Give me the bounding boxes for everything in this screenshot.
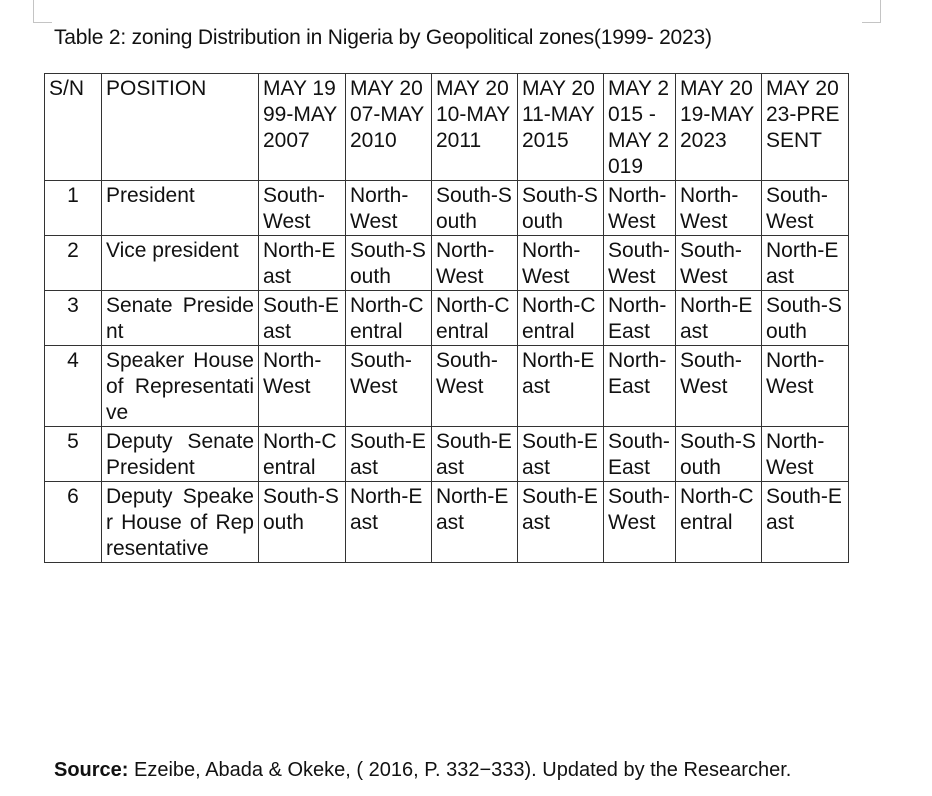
cell-zone: North-East	[432, 482, 518, 563]
cell-zone: North-Central	[518, 291, 604, 346]
cell-zone: North-East	[676, 291, 762, 346]
cell-zone: North-East	[604, 291, 676, 346]
cell-zone: South-West	[259, 181, 346, 236]
cell-zone: South-South	[762, 291, 849, 346]
cell-position: President	[102, 181, 259, 236]
cell-position: Deputy Senate President	[102, 427, 259, 482]
cell-sn: 3	[45, 291, 102, 346]
cell-zone: South-West	[762, 181, 849, 236]
cell-zone: South-South	[676, 427, 762, 482]
table-title: Table 2: zoning Distribution in Nigeria by Geopolitical zones(1999- 2023)	[54, 26, 712, 49]
cell-zone: South-East	[604, 427, 676, 482]
cell-zone: South-West	[604, 236, 676, 291]
zoning-table	[44, 73, 849, 563]
table-row-deputy-senate-president	[45, 427, 849, 482]
cell-zone: North-East	[518, 346, 604, 427]
cell-zone: North-West	[518, 236, 604, 291]
cell-zone: South-West	[346, 346, 432, 427]
table-header-row	[45, 74, 849, 181]
cell-zone: North-West	[676, 181, 762, 236]
column-header-period-3: MAY 2010-MAY 2011	[432, 74, 518, 181]
column-header-position: POSITION	[102, 74, 259, 181]
cell-zone: South-West	[676, 346, 762, 427]
cell-zone: North-West	[604, 181, 676, 236]
cell-zone: North-West	[762, 427, 849, 482]
column-header-period-1: MAY 1999-MAY 2007	[259, 74, 346, 181]
cell-sn: 2	[45, 236, 102, 291]
cell-position: Senate President	[102, 291, 259, 346]
cell-sn: 5	[45, 427, 102, 482]
cell-zone: North-West	[259, 346, 346, 427]
column-header-period-6: MAY 2019-MAY 2023	[676, 74, 762, 181]
cell-zone: South-East	[518, 482, 604, 563]
cell-zone: South-East	[762, 482, 849, 563]
cell-zone: South-South	[518, 181, 604, 236]
page-corner-mark-right	[862, 0, 881, 23]
source-citation	[54, 757, 791, 783]
cell-zone: North-East	[762, 236, 849, 291]
cell-zone: North-Central	[432, 291, 518, 346]
cell-zone: South-South	[432, 181, 518, 236]
cell-sn: 4	[45, 346, 102, 427]
cell-zone: South-South	[346, 236, 432, 291]
cell-zone: South-South	[259, 482, 346, 563]
cell-zone: South-East	[518, 427, 604, 482]
cell-zone: North-West	[762, 346, 849, 427]
cell-zone: North-East	[259, 236, 346, 291]
cell-zone: North-East	[346, 482, 432, 563]
column-header-period-2: MAY 2007-MAY 2010	[346, 74, 432, 181]
cell-zone: North-East	[604, 346, 676, 427]
cell-zone: North-Central	[676, 482, 762, 563]
cell-position: Speaker House of Representative	[102, 346, 259, 427]
cell-zone: North-West	[432, 236, 518, 291]
cell-zone: North-Central	[259, 427, 346, 482]
cell-zone: South-East	[432, 427, 518, 482]
column-header-period-7: MAY 2023-PRESENT	[762, 74, 849, 181]
cell-zone: South-East	[346, 427, 432, 482]
page-corner-mark-left	[33, 0, 52, 23]
cell-position: Deputy Speaker House of Representative	[102, 482, 259, 563]
source-label: Source:	[54, 759, 129, 781]
table-row-senate-president	[45, 291, 849, 346]
cell-zone: South-West	[676, 236, 762, 291]
cell-zone: South-West	[432, 346, 518, 427]
column-header-sn: S/N	[45, 74, 102, 181]
table-row-deputy-speaker	[45, 482, 849, 563]
table-row-president	[45, 181, 849, 236]
column-header-period-4: MAY 2011-MAY 2015	[518, 74, 604, 181]
table-row-vice-president	[45, 236, 849, 291]
table-row-speaker	[45, 346, 849, 427]
column-header-period-5: MAY 2015 - MAY 2019	[604, 74, 676, 181]
cell-position: Vice president	[102, 236, 259, 291]
cell-sn: 1	[45, 181, 102, 236]
cell-sn: 6	[45, 482, 102, 563]
source-text: Ezeibe, Abada & Okeke, ( 2016, P. 332−333). Updated by the Researcher.	[128, 759, 792, 781]
cell-zone: South-East	[259, 291, 346, 346]
cell-zone: North-West	[346, 181, 432, 236]
cell-zone: South-West	[604, 482, 676, 563]
cell-zone: North-Central	[346, 291, 432, 346]
